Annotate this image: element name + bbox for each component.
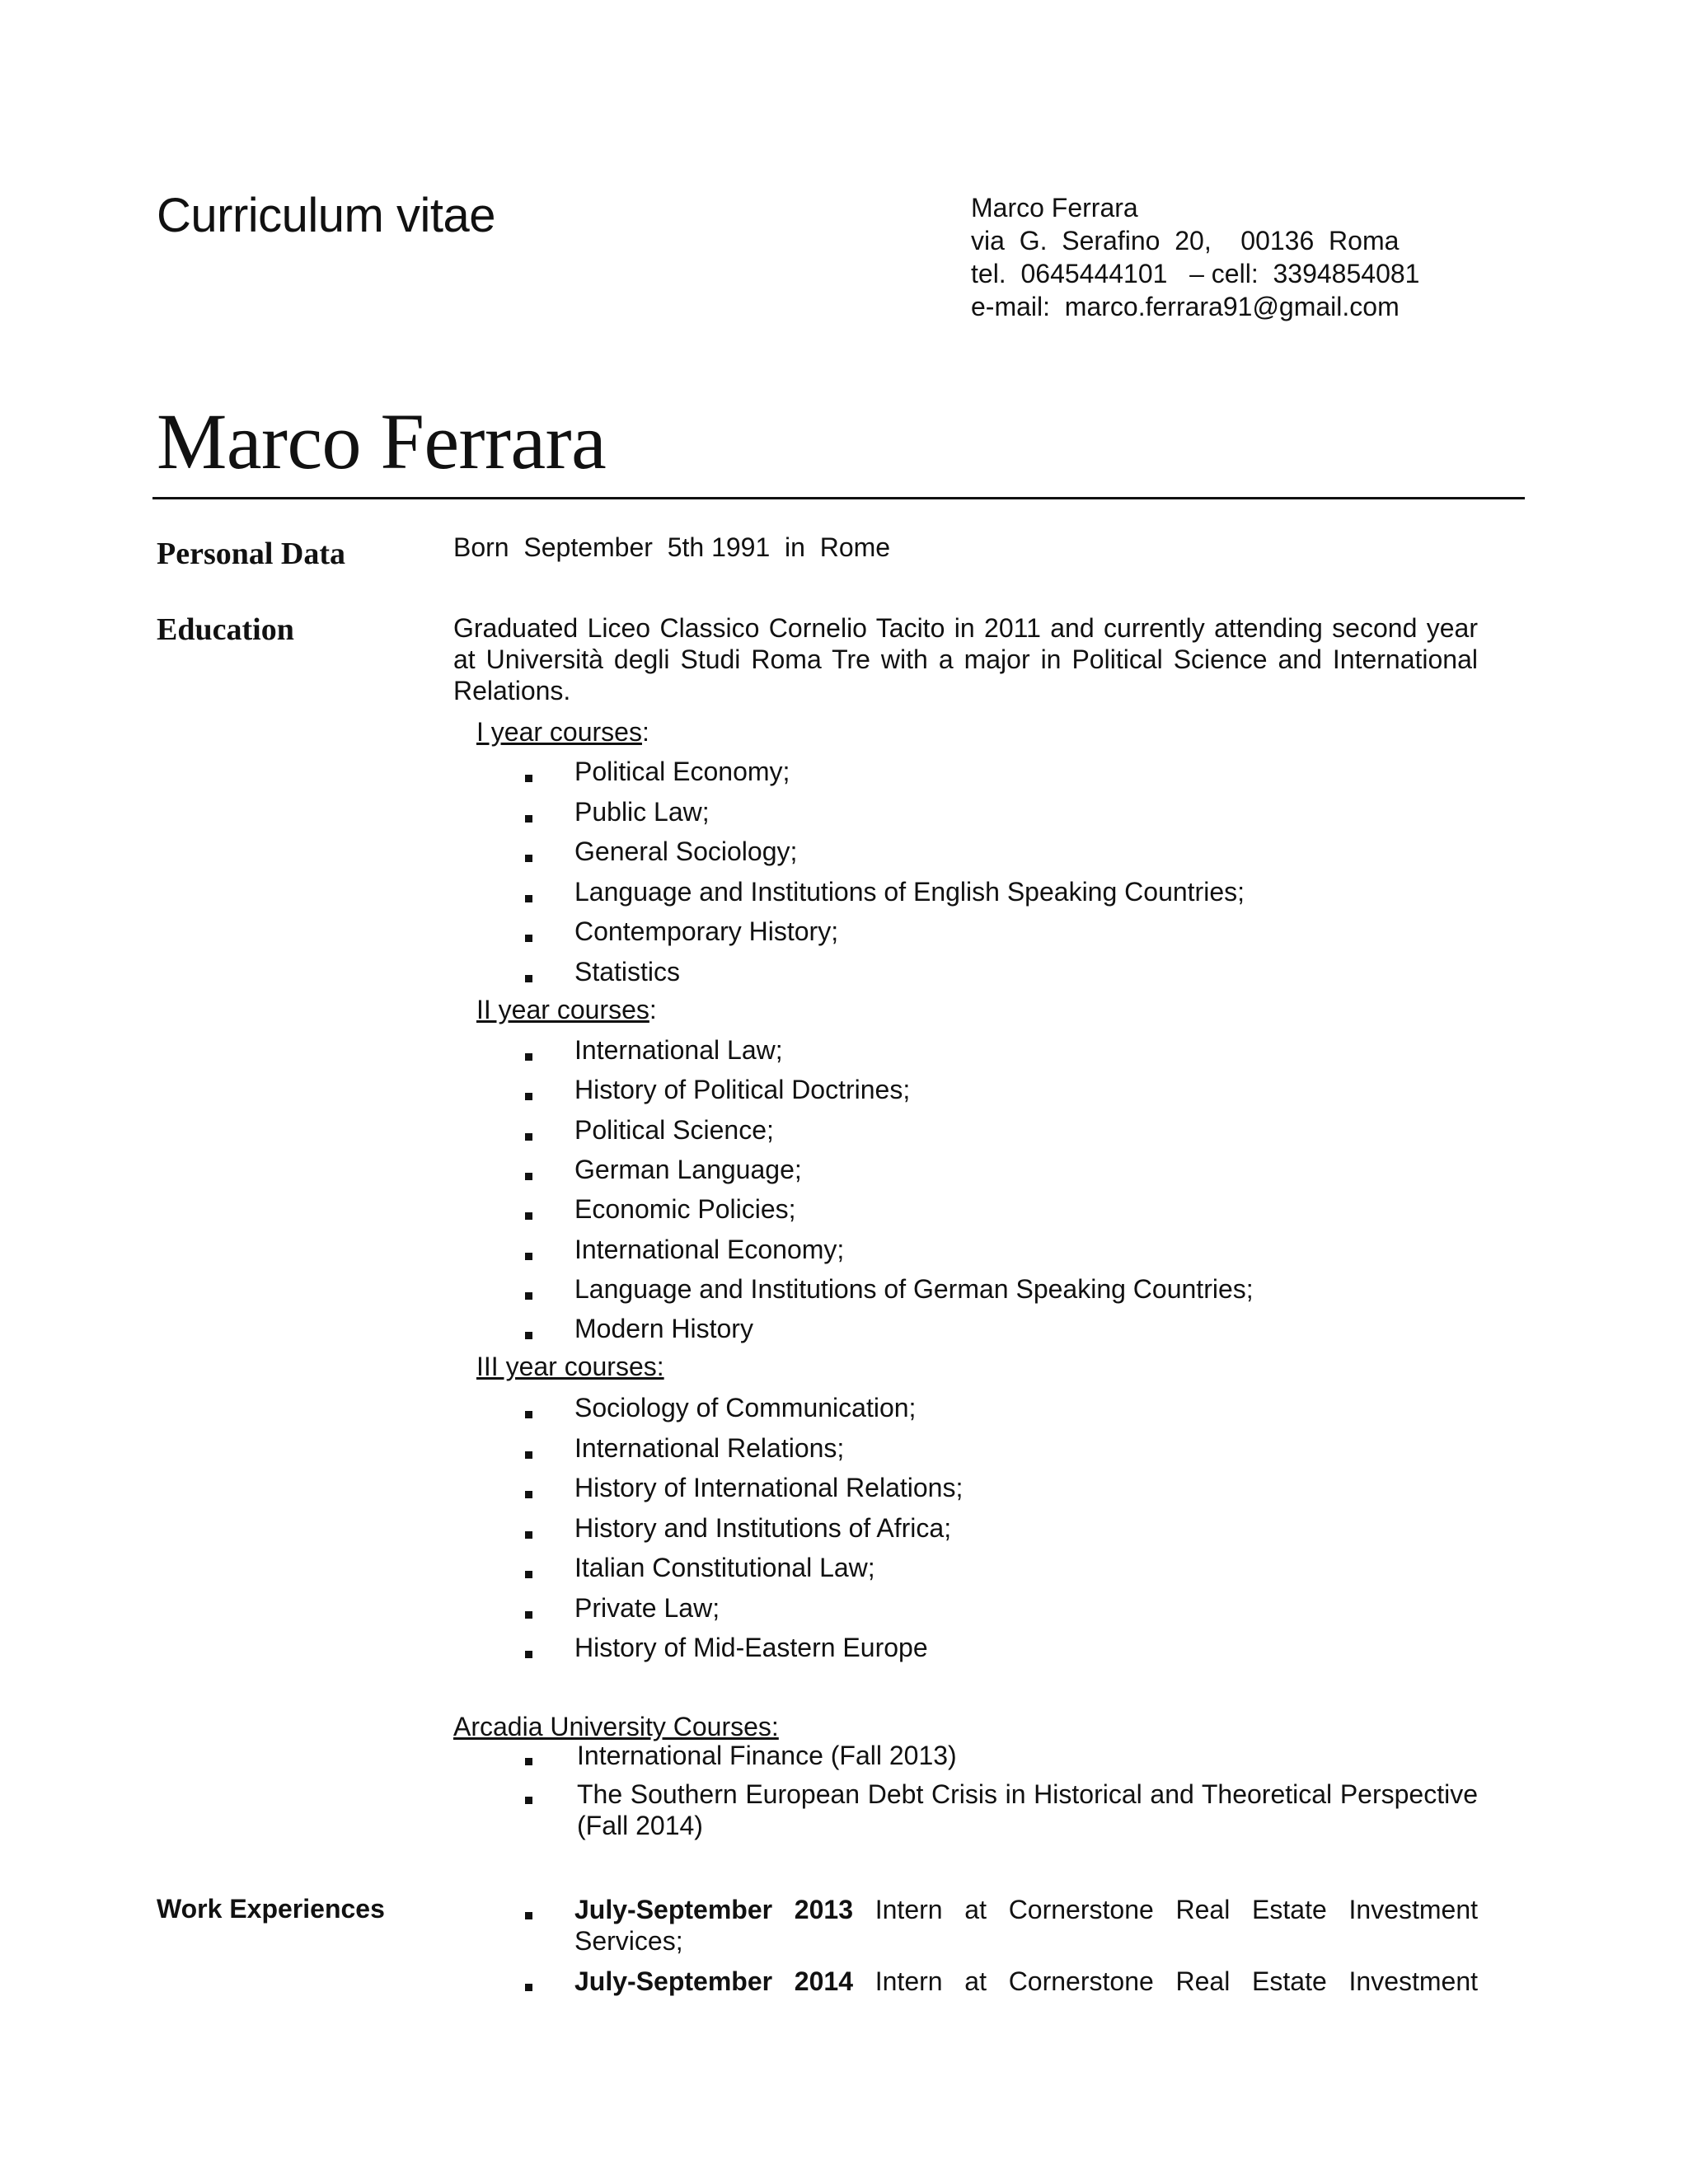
arcadia-course-item: The Southern European Debt Crisis in Historical and Theoretical Perspective (Fall 2014): [577, 1779, 1478, 1840]
course-item: Economic Policies;: [574, 1194, 796, 1225]
contact-address: via G. Serafino 20, 00136 Roma: [971, 226, 1400, 255]
section-label-work-experiences: Work Experiences: [157, 1894, 385, 1924]
year3-courses-heading-text: III year courses:: [476, 1352, 664, 1381]
course-item: Public Law;: [574, 796, 710, 827]
bullet-marker: [525, 1173, 532, 1180]
bullet-marker: [525, 1531, 532, 1539]
document-title: Curriculum vitae: [157, 189, 495, 242]
header-divider: [152, 497, 1525, 499]
education-paragraph: Graduated Liceo Classico Cornelio Tacito in 2011 and currently attending second year at Università degli Studi Roma Tre with a major in Political Science and International Relations.: [453, 613, 1478, 705]
bullet-marker: [525, 1253, 532, 1260]
course-item: Modern History: [574, 1314, 753, 1344]
work-item: [574, 1894, 1478, 1957]
bullet-marker: [525, 1651, 532, 1658]
bullet-marker: [525, 1797, 532, 1804]
bullet-marker: [525, 1571, 532, 1578]
course-item: General Sociology;: [574, 837, 798, 867]
year1-courses-heading-text: I year courses: [476, 717, 642, 747]
bullet-marker: [525, 1451, 532, 1459]
work-description: Intern at Cornerstone Real Estate Investment: [874, 1966, 1479, 1996]
work-period: July-September 2014: [574, 1966, 853, 1996]
course-item: Language and Institutions of German Speaking Countries;: [574, 1273, 1254, 1304]
course-item: Statistics: [574, 957, 681, 987]
course-item: History and Institutions of Africa;: [574, 1512, 952, 1543]
work-period: July-September 2013: [574, 1895, 853, 1924]
year1-courses-heading-colon: :: [641, 717, 649, 747]
year2-courses-heading-text: II year courses: [476, 995, 649, 1024]
contact-phone: tel. 0645444101 – cell: 3394854081: [971, 259, 1420, 288]
work-description: Intern at Cornerstone Real Estate Investment Services;: [574, 1895, 1479, 1956]
course-item: Italian Constitutional Law;: [574, 1553, 875, 1582]
arcadia-course-item: International Finance (Fall 2013): [577, 1741, 957, 1770]
course-item: German Language;: [574, 1154, 802, 1184]
year2-courses-heading-colon: :: [649, 995, 657, 1024]
course-item: Private Law;: [574, 1592, 720, 1623]
bullet-marker: [525, 1212, 532, 1220]
bullet-marker: [525, 1093, 532, 1100]
course-item: International Relations;: [574, 1432, 845, 1463]
bullet-marker: [525, 1912, 532, 1919]
bullet-marker: [525, 1133, 532, 1141]
year3-courses-heading: [476, 1352, 664, 1382]
bullet-marker: [525, 1411, 532, 1418]
course-item: Contemporary History;: [574, 916, 839, 947]
bullet-marker: [525, 1758, 532, 1765]
contact-block: [971, 191, 1419, 323]
course-item: Language and Institutions of English Speaking Countries;: [574, 876, 1245, 907]
bullet-marker: [525, 1292, 532, 1300]
bullet-marker: [525, 935, 532, 942]
section-label-personal-data: Personal Data: [157, 537, 346, 571]
bullet-marker: [525, 855, 532, 862]
birth-info: Born September 5th 1991 in Rome: [453, 532, 891, 562]
course-item: History of International Relations;: [574, 1473, 964, 1502]
person-name: Marco Ferrara: [157, 397, 607, 485]
bullet-marker: [525, 775, 532, 782]
bullet-marker: [525, 1053, 532, 1061]
bullet-marker: [525, 1491, 532, 1498]
contact-name: Marco Ferrara: [971, 193, 1138, 223]
section-label-education: Education: [157, 612, 294, 647]
bullet-marker: [525, 1332, 532, 1339]
year1-courses-heading: [476, 717, 649, 748]
course-item: History of Mid-Eastern Europe: [574, 1633, 928, 1662]
arcadia-courses-heading: Arcadia University Courses:: [453, 1712, 779, 1741]
course-item: Sociology of Communication;: [574, 1393, 917, 1422]
bullet-marker: [525, 1611, 532, 1619]
work-item: [574, 1966, 1478, 1997]
course-item: International Law;: [574, 1035, 783, 1065]
bullet-marker: [525, 1984, 532, 1991]
year2-courses-heading: [476, 995, 657, 1025]
bullet-marker: [525, 895, 532, 902]
course-item: Political Science;: [574, 1114, 774, 1145]
contact-email: e-mail: marco.ferrara91@gmail.com: [971, 292, 1400, 321]
bullet-marker: [525, 815, 532, 823]
course-item: History of Political Doctrines;: [574, 1075, 911, 1105]
course-item: Political Economy;: [574, 757, 790, 786]
bullet-marker: [525, 975, 532, 982]
course-item: International Economy;: [574, 1234, 845, 1264]
